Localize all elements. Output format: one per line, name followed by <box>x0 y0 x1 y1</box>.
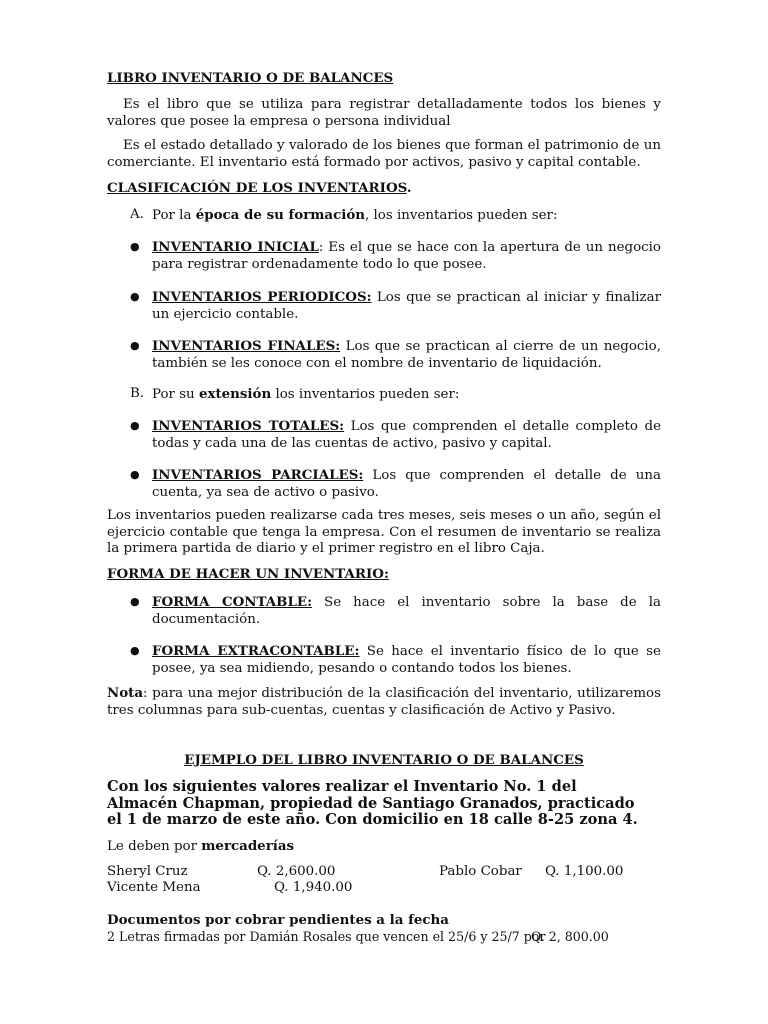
list-item-b <box>130 386 661 404</box>
list-item-b-pre: Por su <box>152 387 199 402</box>
documentos-line: 2 Letras firmadas por Damián Rosales que vencen el 25/6 y 25/7 por <box>107 929 546 944</box>
list-item-a-bold: época de su formación <box>195 207 366 223</box>
nota-paragraph <box>107 685 661 719</box>
list-item-a <box>130 207 661 225</box>
bullet-item-inventario-inicial <box>130 239 661 273</box>
list-item-a-post: , los inventarios pueden ser: <box>365 208 558 223</box>
deudor-name: Pablo Cobar <box>439 864 522 879</box>
bullet-term: INVENTARIOS FINALES: <box>152 338 341 354</box>
bullet-text: Los que comprenden el detalle completo de todas y cada una de las cuentas de activo, pasivo y capital. <box>152 419 661 451</box>
bullet-text: Los que se practican al cierre de un negocio, también se les conoce con el nombre de inventario de liquidación. <box>152 339 661 371</box>
clasificacion-heading <box>107 180 661 197</box>
bullet-icon: ● <box>130 468 140 481</box>
bullet-text: Se hace el inventario sobre la base de la documentación. <box>152 595 661 627</box>
bullet-item-inventarios-finales <box>130 338 661 372</box>
bullet-term: INVENTARIOS TOTALES: <box>152 418 345 434</box>
bullet-text: Los que comprenden el detalle de una cuenta, ya sea de activo o pasivo. <box>152 468 661 500</box>
forma-heading: FORMA DE HACER UN INVENTARIO: <box>107 566 389 582</box>
bullet-item-inventarios-parciales <box>130 467 661 501</box>
list-marker-a: A. <box>130 207 144 222</box>
resumen-paragraph: Los inventarios pueden realizarse cada tres meses, seis meses o un año, según el ejercicio contable que tenga la empresa. Con el resumen de inventario se realiza la primera partida de diario y el primer registro en el libro Caja. <box>107 508 661 556</box>
bullet-text: Se hace el inventario físico de lo que se posee, ya sea midiendo, pesando o contando todos los bienes. <box>152 644 661 676</box>
bullet-icon: ● <box>130 339 140 352</box>
list-marker-b: B. <box>130 386 145 401</box>
clasificacion-heading-punct: . <box>406 180 412 196</box>
le-deben-line <box>107 838 661 856</box>
ejemplo-heading: EJEMPLO DEL LIBRO INVENTARIO O DE BALANCES <box>184 752 584 768</box>
bullet-icon: ● <box>130 290 140 303</box>
bullet-icon: ● <box>130 419 140 432</box>
bullet-term: INVENTARIO INICIAL <box>152 239 319 255</box>
ejemplo-enunciado: Con los siguientes valores realizar el Inventario No. 1 del Almacén Chapman, propiedad de Santiago Granados, practicado el 1 de marzo de este año. Con domicilio en 18 calle 8-25 zona 4. <box>107 778 638 828</box>
nota-label: Nota <box>107 685 144 701</box>
le-deben-pre: Le deben por <box>107 839 202 854</box>
bullet-item-inventarios-totales <box>130 418 661 452</box>
bullet-item-inventarios-periodicos <box>130 289 661 323</box>
deudor-amount: Q. 1,940.00 <box>274 880 353 895</box>
intro-paragraph-1: Es el libro que se utiliza para registrar detalladamente todos los bienes y valores que posee la empresa o persona individual <box>107 97 661 129</box>
bullet-text: Los que se practican al iniciar y finalizar un ejercicio contable. <box>152 290 661 322</box>
bullet-item-forma-extracontable <box>130 643 661 677</box>
list-item-b-bold: extensión <box>198 386 272 402</box>
bullet-term: FORMA CONTABLE: <box>152 594 313 610</box>
deudor-name: Sheryl Cruz <box>107 864 188 879</box>
bullet-item-forma-contable <box>130 594 661 628</box>
documentos-amount: Q. 2, 800.00 <box>531 929 609 944</box>
deudor-amount: Q. 2,600.00 <box>257 864 336 879</box>
bullet-text: : Es el que se hace con la apertura de un negocio para registrar ordenadamente todo lo que posee. <box>152 240 661 272</box>
deudor-amount: Q. 1,100.00 <box>545 864 624 879</box>
le-deben-bold: mercaderías <box>201 838 295 854</box>
clasificacion-heading-text: CLASIFICACIÓN DE LOS INVENTARIOS <box>107 180 407 196</box>
bullet-icon: ● <box>130 240 140 253</box>
bullet-term: INVENTARIOS PERIODICOS: <box>152 289 372 305</box>
nota-text: : para una mejor distribución de la clasificación del inventario, utilizaremos tres columnas para sub-cuentas, cuentas y clasificación de Activo y Pasivo. <box>107 686 661 718</box>
list-item-b-post: los inventarios pueden ser: <box>271 387 460 402</box>
bullet-icon: ● <box>130 644 140 657</box>
bullet-term: FORMA EXTRACONTABLE: <box>152 643 360 659</box>
documentos-heading: Documentos por cobrar pendientes a la fecha <box>107 912 449 928</box>
intro-paragraph-2: Es el estado detallado y valorado de los bienes que forman el patrimonio de un comerciante. El inventario está formado por activos, pasivo y capital contable. <box>107 138 661 170</box>
deudor-name: Vicente Mena <box>107 880 201 895</box>
list-item-a-pre: Por la <box>152 208 196 223</box>
bullet-icon: ● <box>130 595 140 608</box>
page-title: LIBRO INVENTARIO O DE BALANCES <box>107 70 394 86</box>
bullet-term: INVENTARIOS PARCIALES: <box>152 467 364 483</box>
